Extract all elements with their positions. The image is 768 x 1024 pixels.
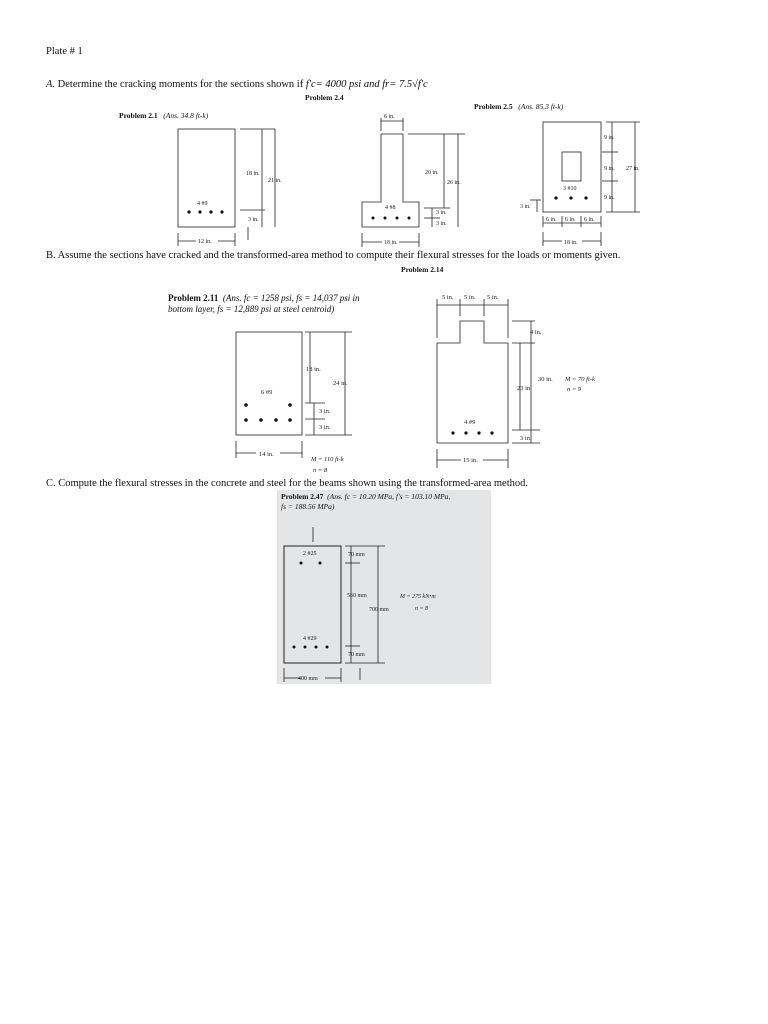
dim-2-5-9in-b: 9 in. <box>604 166 615 172</box>
dim-2-47-560mm: 560 mm <box>347 593 367 599</box>
dim-2-14-23in: 23 in. <box>517 385 532 392</box>
problem-2-11-answer-2: bottom layer, fs = 12,889 psi at steel centroid) <box>168 304 335 314</box>
n-2-14: n = 9 <box>567 386 582 393</box>
dim-2-4-18in: 18 in. <box>384 240 398 246</box>
dim-2-5-9in-c: 9 in. <box>604 195 615 201</box>
dim-2-14-3in: 3 in. <box>520 435 532 442</box>
section-a-text: Determine the cracking moments for the sections shown if <box>57 79 306 90</box>
dim-2-5-3in: 3 in. <box>520 204 531 210</box>
dim-2-11-3in-a: 3 in. <box>319 408 331 415</box>
section-b-heading: B. Assume the sections have cracked and the transformed-area method to compute their flexural stresses for the loads or moments given. <box>46 250 621 261</box>
problem-2-14-title: Problem 2.14 <box>401 265 444 274</box>
dim-2-1-21in: 21 in. <box>268 178 282 184</box>
dim-2-5-18in: 18 in. <box>564 240 578 246</box>
n-2-11: n = 8 <box>313 467 328 474</box>
bars-2-47-top: 2 #25 <box>303 551 317 557</box>
bars-2-11: 6 #9 <box>261 389 273 396</box>
bars-2-4: 4 #8 <box>385 205 396 211</box>
dim-2-1-3in: 3 in. <box>248 217 259 223</box>
dim-2-47-700mm: 700 mm <box>369 607 389 613</box>
dim-2-5-6in-c: 6 in. <box>584 217 595 223</box>
dim-2-4-26in: 26 in. <box>447 180 461 186</box>
problem-2-11-title: Problem 2.11 <box>168 293 219 303</box>
dim-2-4-3in-a: 3 in. <box>436 210 447 216</box>
dim-2-47-400mm: 400 mm <box>298 676 318 682</box>
section-a-prefix: A. <box>46 79 56 90</box>
dim-2-4-3in-b: 3 in. <box>436 221 447 227</box>
problem-2-4-title: Problem 2.4 <box>305 93 344 102</box>
dim-2-14-5in-b: 5 in. <box>464 294 476 301</box>
dim-2-1-18in: 18 in. <box>246 171 260 177</box>
section-c-heading: C. Compute the flexural stresses in the concrete and steel for the beams shown using the transformed-area method. <box>46 478 528 489</box>
dim-2-14-15in: 15 in. <box>463 457 478 464</box>
beam-2-4-section <box>362 134 419 227</box>
dim-2-5-6in-b: 6 in. <box>565 217 576 223</box>
problem-2-1-answer: (Ans. 34.8 ft-k) <box>163 111 209 120</box>
moment-2-11: M = 110 ft-k <box>311 456 344 463</box>
n-2-47: n = 8 <box>415 606 429 612</box>
dim-2-5-9in-a: 9 in. <box>604 135 615 141</box>
problem-2-5-answer: (Ans. 85.3 ft-k) <box>518 102 564 111</box>
beam-2-47-section <box>284 546 341 663</box>
beam-2-1-section <box>178 129 235 227</box>
dim-2-47-70mm-b: 70 mm <box>348 652 365 658</box>
bars-2-14: 4 #9 <box>464 419 476 426</box>
dim-2-4-20in: 20 in. <box>425 170 439 176</box>
moment-2-14: M = 70 ft-k <box>565 376 595 383</box>
problem-2-47-answer-2: fs = 188.56 MPa) <box>281 502 335 511</box>
beam-2-5-opening <box>562 152 581 181</box>
dim-2-5-27in: 27 in. <box>626 166 640 172</box>
dim-2-4-6in: 6 in. <box>384 114 395 120</box>
dim-2-47-70mm-a: 70 mm <box>348 552 365 558</box>
dim-2-5-6in-a: 6 in. <box>546 217 557 223</box>
dim-2-14-5in-a: 5 in. <box>442 294 454 301</box>
bars-2-47-bottom: 4 #29 <box>303 636 317 642</box>
moment-2-47: M = 275 kN•m <box>400 594 436 600</box>
dim-2-11-24in: 24 in. <box>333 380 348 387</box>
dim-2-11-3in-b: 3 in. <box>319 424 331 431</box>
problem-2-1-title-text: Problem 2.1 <box>119 111 158 120</box>
problem-2-5-title-text: Problem 2.5 <box>474 102 513 111</box>
section-a-fc: f'c= 4000 psi and <box>305 79 383 90</box>
problem-2-47-title: Problem 2.47 <box>281 492 324 501</box>
dim-2-14-30in: 30 in. <box>538 376 553 383</box>
bars-2-5: 3 #10 <box>563 186 577 192</box>
problem-2-11-answer-1: (Ans. fc = 1258 psi, fs = 14,037 psi in <box>222 293 360 303</box>
dim-2-14-4in: 4 in. <box>530 329 542 336</box>
dim-2-11-14in: 14 in. <box>259 451 274 458</box>
dim-2-11-18in: 18 in. <box>306 366 321 373</box>
dim-2-14-5in-c: 5 in. <box>487 294 499 301</box>
problem-2-47-answer-1: (Ans. fc = 10.20 MPa, f's = 103.10 MPa, <box>327 492 451 501</box>
plate-title: Plate # 1 <box>46 46 83 57</box>
dim-2-1-12in: 12 in. <box>198 239 212 245</box>
bars-2-1: 4 #9 <box>197 201 208 207</box>
section-a-fr: fr= 7.5√f'c <box>382 79 428 90</box>
